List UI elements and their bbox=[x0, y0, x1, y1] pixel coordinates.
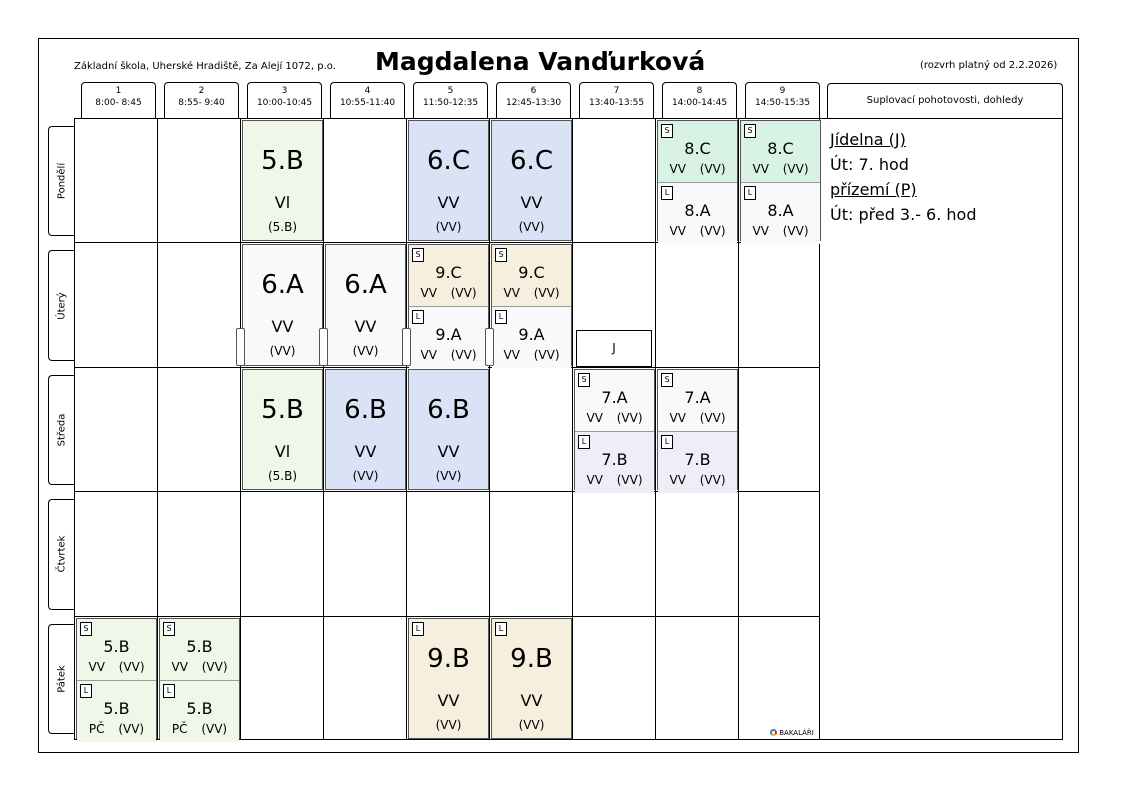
group-subject-room: VV (VV) bbox=[503, 286, 560, 301]
group-class: 7.B bbox=[601, 449, 628, 469]
group-tag: S bbox=[661, 124, 673, 138]
lesson-subject: Vl bbox=[274, 441, 291, 461]
period-number: 1 bbox=[115, 86, 122, 96]
group-class: 9.C bbox=[518, 263, 545, 283]
group-top[interactable] bbox=[658, 121, 737, 182]
period-header-5 bbox=[413, 82, 488, 118]
lesson-class: 6.A bbox=[344, 270, 387, 301]
grid-column-line bbox=[655, 119, 656, 739]
lesson-subject: VV bbox=[520, 193, 543, 212]
group-class: 9.A bbox=[435, 325, 462, 345]
supervision-notes bbox=[830, 127, 977, 227]
split-lesson-cell bbox=[657, 120, 738, 241]
note-ground-floor-time: Út: před 3.- 6. hod bbox=[830, 205, 977, 224]
lesson-subject: VV bbox=[354, 317, 377, 337]
split-lesson-cell bbox=[574, 369, 655, 490]
split-lesson-cell bbox=[76, 618, 157, 739]
grid-column-line bbox=[738, 119, 739, 739]
group-top[interactable] bbox=[658, 370, 737, 431]
group-subject-room: VV (VV) bbox=[88, 659, 145, 674]
group-subject-room: VV (VV) bbox=[171, 659, 228, 674]
lesson-subject: VV bbox=[354, 441, 377, 461]
day-header-1 bbox=[48, 126, 74, 236]
split-lesson-cell bbox=[491, 244, 572, 365]
lesson-cell[interactable] bbox=[325, 244, 406, 365]
split-lesson-cell bbox=[159, 618, 240, 739]
split-lesson-cell bbox=[408, 244, 489, 365]
lesson-room: (5.B) bbox=[267, 220, 298, 234]
lesson-subject: VV bbox=[271, 317, 294, 337]
group-class: 8.C bbox=[684, 139, 711, 158]
note-ground-floor-title: přízemí (P) bbox=[830, 180, 917, 199]
lesson-subject: VV bbox=[520, 690, 543, 710]
group-class: 5.B bbox=[103, 698, 130, 718]
group-class: 8.C bbox=[767, 139, 794, 158]
group-subject-room: VV (VV) bbox=[669, 224, 726, 238]
day-header-5 bbox=[48, 624, 74, 734]
lesson-side-marker bbox=[319, 328, 328, 366]
lesson-class: 5.B bbox=[261, 146, 304, 176]
grid-row-line bbox=[75, 616, 819, 617]
lesson-cell[interactable] bbox=[408, 618, 489, 739]
period-number: 3 bbox=[281, 86, 288, 96]
lesson-class: 5.B bbox=[261, 394, 304, 425]
lesson-room: (VV) bbox=[518, 220, 545, 234]
period-header-1 bbox=[81, 82, 156, 118]
group-tag: L bbox=[80, 684, 92, 698]
day-label: Pátek bbox=[56, 664, 67, 693]
group-tag: S bbox=[661, 373, 673, 387]
note-canteen-title: Jídelna (J) bbox=[830, 130, 906, 149]
lesson-class: 6.B bbox=[344, 394, 387, 425]
group-subject-room: VV (VV) bbox=[503, 348, 560, 363]
lesson-class: 9.B bbox=[510, 643, 553, 674]
period-time: 8:00- 8:45 bbox=[95, 98, 142, 108]
lesson-room: (VV) bbox=[352, 468, 379, 483]
lesson-room: (VV) bbox=[435, 468, 462, 483]
group-top[interactable] bbox=[77, 619, 156, 680]
period-header-7 bbox=[579, 82, 654, 118]
grid-column-line bbox=[406, 119, 407, 739]
lesson-side-marker bbox=[485, 328, 494, 366]
group-class: 7.A bbox=[601, 387, 628, 407]
group-class: 8.A bbox=[767, 201, 794, 220]
group-subject-room: PČ (VV) bbox=[171, 721, 228, 736]
period-time: 14:00-14:45 bbox=[671, 98, 728, 108]
group-class: 5.B bbox=[186, 698, 213, 718]
lesson-class: 9.B bbox=[427, 643, 470, 674]
period-time: 11:50-12:35 bbox=[422, 98, 479, 108]
group-subject-room: VV (VV) bbox=[586, 472, 643, 487]
period-number: 8 bbox=[696, 86, 703, 96]
grid-column-line bbox=[157, 119, 158, 739]
lesson-cell[interactable] bbox=[242, 244, 323, 365]
group-tag: L bbox=[412, 310, 424, 324]
period-header-8 bbox=[662, 82, 737, 118]
day-label: Úterý bbox=[56, 291, 67, 320]
day-header-3 bbox=[48, 375, 74, 485]
period-time: 13:40-13:55 bbox=[588, 98, 645, 108]
group-tag: L bbox=[578, 435, 590, 449]
lesson-class: 6.C bbox=[510, 146, 553, 176]
school-name: Základní škola, Uherské Hradiště, Za Alejí 1072, p.o. bbox=[74, 61, 336, 72]
lesson-room: (VV) bbox=[518, 717, 545, 732]
period-header-9 bbox=[745, 82, 820, 118]
group-tag: S bbox=[163, 622, 175, 636]
period-time: 10:00-10:45 bbox=[256, 98, 313, 108]
group-tag: S bbox=[412, 248, 424, 262]
grid-column-line bbox=[489, 119, 490, 739]
group-subject-room: VV (VV) bbox=[420, 348, 477, 363]
split-lesson-cell bbox=[657, 369, 738, 490]
group-tag: S bbox=[578, 373, 590, 387]
lesson-room: (VV) bbox=[435, 717, 462, 732]
group-top[interactable] bbox=[575, 370, 654, 431]
lesson-subject: Vl bbox=[274, 193, 291, 212]
period-number: 6 bbox=[530, 86, 537, 96]
group-bottom[interactable] bbox=[77, 680, 156, 742]
group-class: 9.A bbox=[518, 325, 545, 345]
group-top[interactable] bbox=[741, 121, 820, 182]
group-subject-room: VV (VV) bbox=[669, 162, 726, 176]
lesson-cell[interactable] bbox=[491, 618, 572, 739]
group-subject-room: VV (VV) bbox=[586, 410, 643, 425]
period-header-2 bbox=[164, 82, 239, 118]
supervision-slot-j[interactable]: J bbox=[576, 330, 652, 367]
group-tag: L bbox=[661, 435, 673, 449]
group-subject-room: VV (VV) bbox=[669, 472, 726, 487]
lesson-cell[interactable] bbox=[242, 369, 323, 490]
group-subject-room: VV (VV) bbox=[420, 286, 477, 301]
period-number: 7 bbox=[613, 86, 620, 96]
period-header-3 bbox=[247, 82, 322, 118]
grid-column-line bbox=[240, 119, 241, 739]
group-class: 5.B bbox=[186, 636, 213, 656]
group-class: 7.B bbox=[684, 449, 711, 469]
lesson-subject: VV bbox=[437, 690, 460, 710]
lesson-class: 6.B bbox=[427, 394, 470, 425]
period-time: 12:45-13:30 bbox=[505, 98, 562, 108]
bakalari-logo-icon bbox=[770, 729, 777, 736]
group-bottom[interactable] bbox=[409, 306, 488, 368]
lesson-cell[interactable] bbox=[408, 369, 489, 490]
lesson-subject: VV bbox=[437, 193, 460, 212]
group-tag: S bbox=[744, 124, 756, 138]
period-number: 9 bbox=[779, 86, 786, 96]
period-number: 4 bbox=[364, 86, 371, 96]
period-time: 14:50-15:35 bbox=[754, 98, 811, 108]
group-class: 5.B bbox=[103, 636, 130, 656]
period-number: 5 bbox=[447, 86, 454, 96]
lesson-side-marker bbox=[402, 328, 411, 366]
lesson-subject: VV bbox=[437, 441, 460, 461]
day-header-2 bbox=[48, 250, 74, 360]
group-class: 7.A bbox=[684, 387, 711, 407]
lesson-cell[interactable] bbox=[408, 120, 489, 241]
group-class: 8.A bbox=[684, 201, 711, 220]
validity-note: (rozvrh platný od 2.2.2026) bbox=[920, 60, 1058, 71]
grid-column-line bbox=[572, 119, 573, 739]
day-header-4 bbox=[48, 499, 74, 609]
group-top[interactable] bbox=[160, 619, 239, 680]
period-time: 10:55-11:40 bbox=[339, 98, 396, 108]
group-subject-room: PČ (VV) bbox=[88, 721, 145, 736]
day-label: Pondělí bbox=[56, 163, 67, 200]
supervision-header: Suplovací pohotovosti, dohledy bbox=[827, 83, 1063, 119]
group-tag: L bbox=[163, 684, 175, 698]
grid-column-line bbox=[323, 119, 324, 739]
group-tag: S bbox=[80, 622, 92, 636]
lesson-class: 6.C bbox=[427, 146, 470, 176]
lesson-room: (VV) bbox=[269, 344, 296, 359]
group-subject-room: VV (VV) bbox=[669, 410, 726, 425]
group-tag: L bbox=[661, 186, 673, 200]
group-bottom[interactable] bbox=[160, 680, 239, 742]
bakalari-logo bbox=[770, 729, 814, 737]
group-tag: L bbox=[495, 310, 507, 324]
group-bottom[interactable] bbox=[658, 182, 737, 244]
note-canteen-time: Út: 7. hod bbox=[830, 155, 909, 174]
group-tag: L bbox=[412, 622, 424, 636]
group-subject-room: VV (VV) bbox=[752, 162, 809, 176]
group-bottom[interactable] bbox=[575, 431, 654, 493]
group-tag: L bbox=[495, 622, 507, 636]
group-tag: L bbox=[744, 186, 756, 200]
lesson-side-marker bbox=[236, 328, 245, 366]
split-lesson-cell bbox=[740, 120, 821, 241]
group-top[interactable] bbox=[409, 245, 488, 306]
day-label: Středa bbox=[56, 413, 67, 447]
period-header-4 bbox=[330, 82, 405, 118]
supervision-panel bbox=[820, 118, 1063, 740]
day-label: Čtvrtek bbox=[56, 535, 67, 573]
group-subject-room: VV (VV) bbox=[752, 224, 809, 238]
group-top[interactable] bbox=[492, 245, 571, 306]
period-time: 8:55- 9:40 bbox=[178, 98, 225, 108]
lesson-cell[interactable] bbox=[325, 369, 406, 490]
lesson-room: (VV) bbox=[435, 220, 462, 234]
group-class: 9.C bbox=[435, 263, 462, 283]
group-tag: S bbox=[495, 248, 507, 262]
period-number: 2 bbox=[198, 86, 205, 96]
bakalari-logo-text: BAKALÁŘI bbox=[779, 729, 814, 737]
lesson-room: (5.B) bbox=[267, 468, 298, 483]
lesson-class: 6.A bbox=[261, 270, 304, 301]
lesson-cell[interactable] bbox=[242, 120, 323, 241]
period-header-6 bbox=[496, 82, 571, 118]
lesson-room: (VV) bbox=[352, 344, 379, 359]
teacher-name: Magdalena Vanďurková bbox=[375, 47, 706, 76]
lesson-cell[interactable] bbox=[491, 120, 572, 241]
group-bottom[interactable] bbox=[492, 306, 571, 368]
group-bottom[interactable] bbox=[658, 431, 737, 493]
group-bottom[interactable] bbox=[741, 182, 820, 244]
